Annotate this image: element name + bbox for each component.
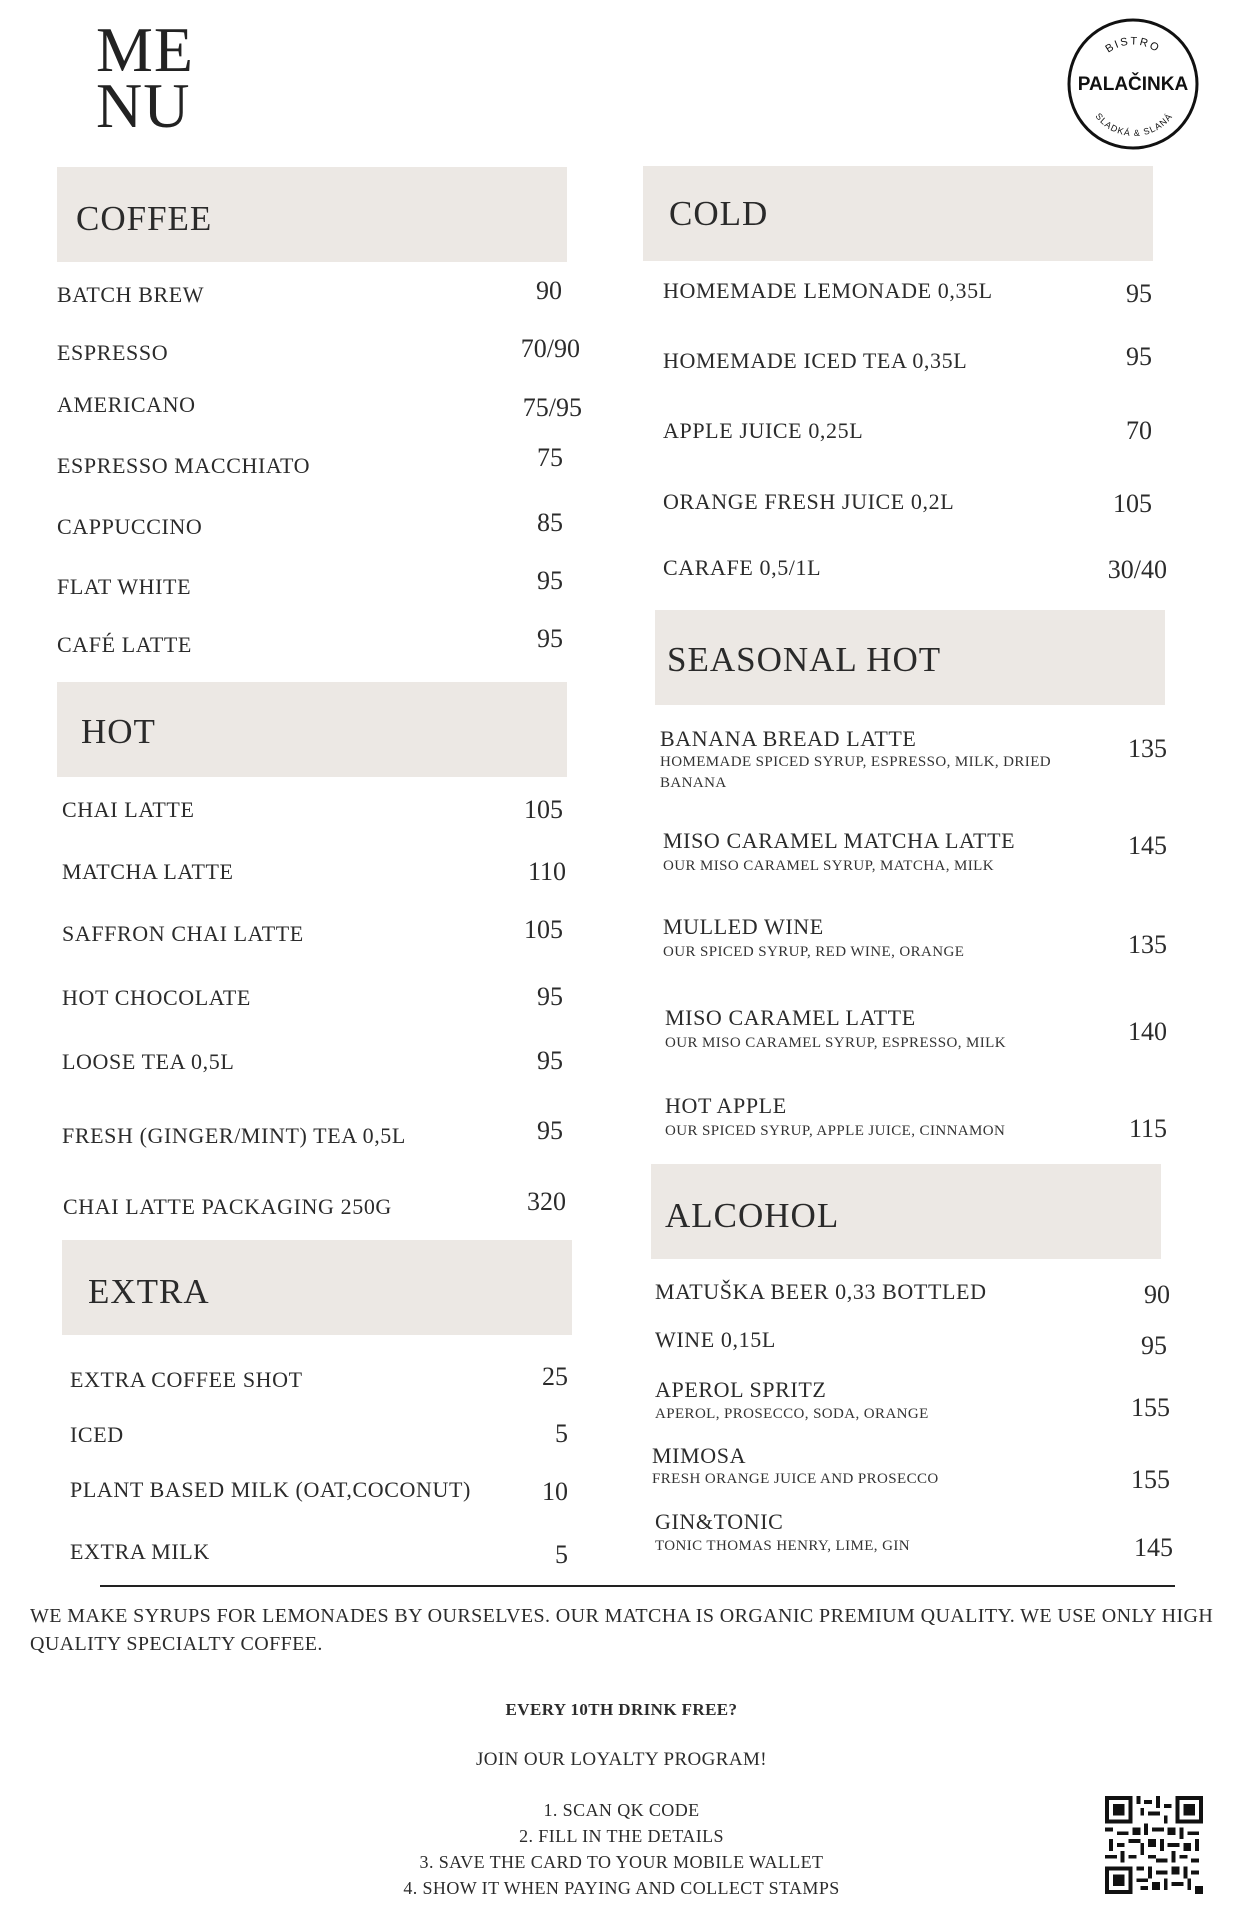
menu-item-name: CHAI LATTE PACKAGING 250G	[63, 1194, 392, 1219]
menu-item-name: ESPRESSO	[57, 340, 169, 365]
footer-note: WE MAKE SYRUPS FOR LEMONADES BY OURSELVES. OUR MATCHA IS ORGANIC PREMIUM QUALITY. WE USE ONLY HIGH QUALITY SPECIALTY COFFEE.	[30, 1605, 1214, 1655]
menu-item-description: HOMEMADE SPICED SYRUP, ESPRESSO, MILK, DRIED BANANA	[660, 754, 1051, 791]
menu-item-name: LOOSE TEA 0,5L	[62, 1049, 235, 1074]
loyalty-step: 1. SCAN QK CODE	[543, 1800, 700, 1820]
loyalty-promo: EVERY 10TH DRINK FREE?	[505, 1700, 738, 1719]
section-alcohol-header	[651, 1164, 1161, 1259]
menu-item-price: 5	[555, 1419, 568, 1448]
menu-item-price: 145	[1134, 1533, 1173, 1562]
menu-item-price: 95	[537, 566, 563, 595]
menu-item-price: 90	[536, 276, 562, 305]
menu-item-name: ORANGE FRESH JUICE 0,2L	[663, 489, 955, 514]
section-coffee-header	[57, 167, 567, 262]
menu-item-price: 95	[537, 624, 563, 653]
bistro-logo	[1065, 16, 1201, 152]
menu-item-price: 10	[542, 1477, 568, 1506]
loyalty-step: 4. SHOW IT WHEN PAYING AND COLLECT STAMPS	[403, 1878, 840, 1898]
menu-item-price: 115	[1128, 1114, 1167, 1143]
menu-item-name: HOT APPLE	[665, 1093, 787, 1118]
menu-item-price: 90	[1144, 1280, 1170, 1309]
menu-item-description: APEROL, PROSECCO, SODA, ORANGE	[655, 1406, 929, 1422]
menu-item-price: 155	[1131, 1465, 1170, 1494]
menu-item-price: 105	[1113, 489, 1152, 518]
menu-item-name: EXTRA COFFEE SHOT	[70, 1367, 303, 1392]
menu-item-price: 75/95	[522, 393, 582, 422]
loyalty-step: 3. SAVE THE CARD TO YOUR MOBILE WALLET	[419, 1852, 824, 1872]
menu-item-description: OUR MISO CARAMEL SYRUP, ESPRESSO, MILK	[665, 1035, 1006, 1051]
menu-item-name: MATUŠKA BEER 0,33 BOTTLED	[655, 1279, 987, 1304]
menu-item-description: OUR MISO CARAMEL SYRUP, MATCHA, MILK	[663, 858, 994, 874]
loyalty-step: 2. FILL IN THE DETAILS	[519, 1826, 724, 1846]
menu-item-name: CAPPUCCINO	[57, 514, 203, 539]
menu-item-name: CARAFE 0,5/1L	[663, 555, 822, 580]
menu-item-price: 95	[1126, 342, 1152, 371]
menu-item-name: CHAI LATTE	[62, 797, 195, 822]
menu-item-price: 155	[1131, 1393, 1170, 1422]
menu-item-description: OUR SPICED SYRUP, RED WINE, ORANGE	[663, 944, 965, 960]
menu-item-price: 95	[1141, 1331, 1167, 1360]
section-seasonal-header	[655, 610, 1165, 705]
menu-item-name: MISO CARAMEL MATCHA LATTE	[663, 828, 1016, 853]
menu-item-description: FRESH ORANGE JUICE AND PROSECCO	[652, 1471, 939, 1487]
logo-bottom-text: SLADKÁ & SLANÁ	[1093, 111, 1175, 139]
menu-item-name: ICED	[70, 1422, 124, 1447]
footer-divider	[100, 1585, 1175, 1587]
menu-item-price: 95	[1126, 279, 1152, 308]
menu-item-name: MIMOSA	[652, 1443, 747, 1468]
menu-item-price: 70/90	[520, 334, 580, 363]
logo-name: PALAČINKA	[1077, 74, 1189, 95]
menu-item-name: WINE 0,15L	[655, 1327, 776, 1352]
menu-item-price: 85	[537, 508, 563, 537]
menu-item-name: MULLED WINE	[663, 914, 824, 939]
menu-item-description: TONIC THOMAS HENRY, LIME, GIN	[655, 1538, 910, 1554]
menu-item-name: MATCHA LATTE	[62, 859, 234, 884]
svg-text:BISTRO	[1104, 35, 1163, 55]
menu-item-name: GIN&TONIC	[655, 1509, 784, 1534]
section-cold-header	[643, 166, 1153, 261]
menu-item-name: EXTRA MILK	[70, 1539, 210, 1564]
menu-item-description: OUR SPICED SYRUP, APPLE JUICE, CINNAMON	[665, 1123, 1006, 1139]
menu-item-price: 25	[542, 1362, 568, 1391]
section-hot-title: HOT	[81, 712, 156, 751]
qr-code-icon[interactable]	[1105, 1796, 1203, 1894]
section-extra-header	[62, 1240, 572, 1335]
menu-title-line1: ME	[96, 14, 194, 85]
loyalty-join: JOIN OUR LOYALTY PROGRAM!	[476, 1749, 767, 1770]
menu-item-price: 95	[537, 1116, 563, 1145]
menu-item-price: 30/40	[1107, 555, 1167, 584]
menu-item-price: 75	[537, 443, 563, 472]
menu-item-price: 105	[524, 915, 563, 944]
menu-item-price: 70	[1126, 416, 1152, 445]
menu-item-price: 95	[537, 982, 563, 1011]
menu-item-name: HOMEMADE ICED TEA 0,35L	[663, 348, 968, 373]
section-extra-title: EXTRA	[88, 1272, 210, 1311]
section-seasonal-title: SEASONAL HOT	[667, 640, 942, 679]
section-alcohol-title: ALCOHOL	[665, 1196, 840, 1235]
section-hot-header	[57, 682, 567, 777]
menu-item-price: 110	[527, 857, 566, 886]
menu-item-name: AMERICANO	[57, 392, 196, 417]
menu-title	[96, 14, 194, 141]
menu-item-name: APPLE JUICE 0,25L	[663, 418, 864, 443]
logo-top-text: BISTRO	[1103, 35, 1163, 56]
menu-item-name: APEROL SPRITZ	[655, 1377, 827, 1402]
section-coffee-title: COFFEE	[76, 199, 213, 238]
menu-item-name: HOT CHOCOLATE	[62, 985, 251, 1010]
menu-item-name: ESPRESSO MACCHIATO	[57, 453, 311, 478]
svg-text:SLADKÁ & SLANÁ	[1093, 111, 1174, 138]
menu-item-name: HOMEMADE LEMONADE 0,35L	[663, 278, 993, 303]
menu-item-name: SAFFRON CHAI LATTE	[62, 921, 304, 946]
menu-item-name: BANANA BREAD LATTE	[660, 726, 917, 751]
menu-item-name: FRESH (GINGER/MINT) TEA 0,5L	[62, 1123, 406, 1148]
menu-item-name: CAFÉ LATTE	[57, 632, 192, 657]
menu-item-price: 95	[537, 1046, 563, 1075]
section-cold-title: COLD	[669, 194, 769, 233]
menu-item-name: BATCH BREW	[57, 282, 205, 307]
menu-item-name: PLANT BASED MILK (OAT,COCONUT)	[70, 1477, 471, 1502]
menu-item-price: 135	[1128, 930, 1167, 959]
menu-item-name: MISO CARAMEL LATTE	[665, 1005, 916, 1030]
menu-item-price: 320	[527, 1187, 566, 1216]
menu-item-price: 5	[555, 1540, 568, 1569]
menu-item-price: 145	[1128, 831, 1167, 860]
menu-item-name: FLAT WHITE	[57, 574, 192, 599]
menu-item-price: 140	[1128, 1017, 1167, 1046]
menu-title-line2: NU	[96, 70, 191, 141]
menu-item-price: 135	[1128, 734, 1167, 763]
menu-item-price: 105	[524, 795, 563, 824]
